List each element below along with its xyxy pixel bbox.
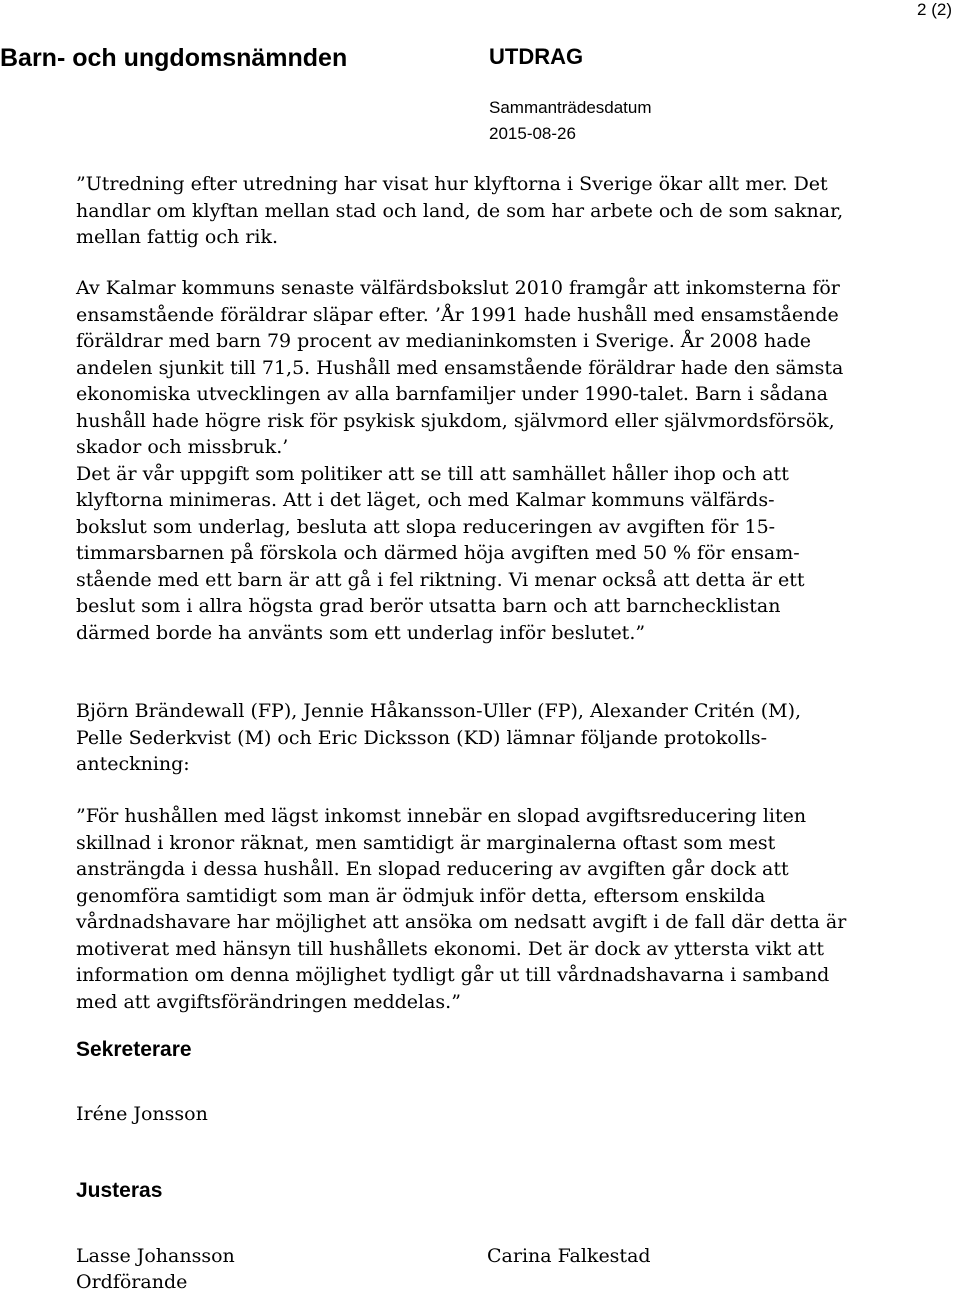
text-line: andelen sjunkit till 71,5. Hushåll med ensamstående föräldrar hade den sämsta bbox=[76, 356, 844, 379]
paragraph-quote-intro bbox=[76, 171, 844, 251]
text-line: ”Utredning efter utredning har visat hur klyftorna i Sverige ökar allt mer. Det bbox=[76, 173, 828, 195]
text-line: ansträngda i dessa hushåll. En slopad reducering av avgiften går dock att bbox=[76, 858, 789, 880]
text-line: hushåll hade högre risk för psykisk sjukdom, självmord eller självmordsförsök, bbox=[76, 409, 835, 432]
text-line: handlar om klyftan mellan stad och land, de som har arbete och de som saknar, bbox=[76, 199, 844, 222]
text-line: mellan fattig och rik. bbox=[76, 226, 278, 248]
text-line: därmed borde ha använts som ett underlag inför beslutet.” bbox=[76, 621, 646, 644]
text-line: Av Kalmar kommuns senaste välfärdsbokslut 2010 framgår att inkomsterna för bbox=[76, 277, 840, 299]
text-line: vårdnadshavare har möjlighet att ansöka om nedsatt avgift i de fall där detta är bbox=[76, 911, 847, 933]
text-line: motiverat med hänsyn till hushållets ekonomi. Det är dock av yttersta vikt att bbox=[76, 937, 824, 960]
text-line: ensamstående föräldrar släpar efter. ’År 1991 hade hushåll med ensamstående bbox=[76, 303, 839, 326]
meeting-date-label: Sammanträdesdatum bbox=[489, 98, 652, 117]
text-line: Björn Brändewall (FP), Jennie Håkansson-Uller (FP), Alexander Critén (M), bbox=[76, 700, 802, 722]
adjuster-role-chair: Ordförande bbox=[76, 1271, 188, 1293]
paragraph-welfare-report bbox=[76, 275, 844, 646]
paragraph-protocol-note-quote bbox=[76, 803, 847, 1015]
text-line: anteckning: bbox=[76, 753, 190, 775]
paragraph-protocol-note-intro bbox=[76, 698, 802, 778]
text-line: med att avgiftsförändringen meddelas.” bbox=[76, 990, 461, 1013]
secretary-heading: Sekreterare bbox=[76, 1038, 192, 1061]
text-line: ekonomiska utvecklingen av alla barnfamiljer under 1990-talet. Barn i sådana bbox=[76, 383, 828, 405]
page-number: 2 (2) bbox=[917, 0, 952, 19]
text-line: genomföra samtidigt som man är ödmjuk inför detta, eftersom enskilda bbox=[76, 884, 766, 907]
text-line: timmarsbarnen på förskola och därmed höja avgiften med 50 % för ensam- bbox=[76, 542, 800, 564]
text-line: klyftorna minimeras. Att i det läget, och med Kalmar kommuns välfärds- bbox=[76, 489, 775, 511]
adjuster-name-chair: Lasse Johansson bbox=[76, 1245, 235, 1267]
text-line: Pelle Sederkvist (M) och Eric Dicksson (KD) lämnar följande protokolls- bbox=[76, 726, 768, 749]
text-line: bokslut som underlag, besluta att slopa reduceringen av avgiften för 15- bbox=[76, 515, 776, 538]
text-line: föräldrar med barn 79 procent av medianinkomsten i Sverige. År 2008 hade bbox=[76, 330, 811, 352]
text-line: Det är vår uppgift som politiker att se till att samhället håller ihop och att bbox=[76, 462, 789, 485]
adjusters-heading: Justeras bbox=[76, 1179, 163, 1202]
meeting-date-value: 2015-08-26 bbox=[489, 124, 576, 143]
text-line: information om denna möjlighet tydligt går ut till vårdnadshavarna i samband bbox=[76, 964, 830, 986]
text-line: skador och missbruk.’ bbox=[76, 436, 289, 458]
text-line: skillnad i kronor räknat, men samtidigt är marginalerna oftast som mest bbox=[76, 831, 776, 854]
text-line: beslut som i allra högsta grad berör utsatta barn och att barnchecklistan bbox=[76, 595, 781, 617]
document-type: UTDRAG bbox=[489, 44, 584, 69]
org-name: Barn- och ungdomsnämnden bbox=[0, 44, 348, 72]
adjuster-name-second: Carina Falkestad bbox=[487, 1245, 651, 1267]
text-line: stående med ett barn är att gå i fel riktning. Vi menar också att detta är ett bbox=[76, 568, 805, 591]
secretary-name: Iréne Jonsson bbox=[76, 1103, 208, 1125]
text-line: ”För hushållen med lägst inkomst innebär en slopad avgiftsreducering liten bbox=[76, 805, 807, 827]
